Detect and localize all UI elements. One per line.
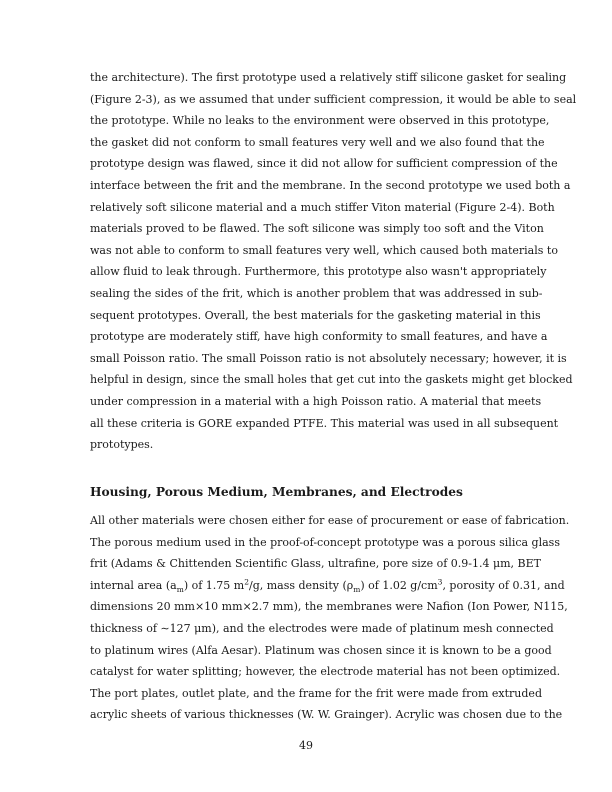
section-heading: Housing, Porous Medium, Membranes, and Electrodes [90, 485, 463, 499]
text-line: prototype are moderately stiff, have high conformity to small features, and have a [90, 330, 548, 344]
superscript: 2 [244, 577, 249, 587]
text-line: all these criteria is GORE expanded PTFE. This material was used in all subsequent [90, 416, 559, 430]
text-line: dimensions 20 mm×10 mm×2.7 mm), the membranes were Nafion (Ion Power, N115, [90, 600, 568, 614]
text-line: frit (Adams & Chittenden Scientific Glass, ultrafine, pore size of 0.9-1.4 μm, BET [90, 557, 542, 571]
superscript: 3 [437, 577, 443, 587]
text-line: allow fluid to leak through. Furthermore, this prototype also wasn't appropriately [90, 265, 547, 279]
text-line: The port plates, outlet plate, and the frame for the frit were made from extruded [90, 686, 542, 700]
text-line: the gasket did not conform to small features very well and we also found that the [90, 135, 545, 149]
text-line: prototype design was flawed, since it did not allow for sufficient compression of the [90, 157, 558, 171]
subscript: m [353, 584, 361, 594]
text-line: acrylic sheets of various thicknesses (W. W. Grainger). Acrylic was chosen due to the [90, 708, 563, 722]
text-line: internal area $(a_m)$ of 1.75 $m^2/g$, mass density $(\rho_m)$ of 1.02 $g/cm^3$, porosity of 0.31, and [90, 577, 565, 594]
text-line: the architecture). The first prototype used a relatively stiff silicone gasket for sealing [90, 71, 567, 84]
text-line: materials proved to be flawed. The soft silicone was simply too soft and the Viton [90, 222, 544, 236]
text-line: the prototype. While no leaks to the environment were observed in this prototype, [90, 114, 550, 128]
paragraph-gasket-materials [90, 67, 577, 456]
text-line: to platinum wires (Alfa Aesar). Platinum was chosen since it is known to be a good [90, 643, 552, 657]
page-number: 49 [299, 739, 313, 752]
text-line: prototypes. [90, 438, 154, 452]
text-line: (Figure 2-3), as we assumed that under sufficient compression, it would be able to seal [90, 92, 577, 106]
text-line: sealing the sides of the frit, which is another problem that was addressed in sub- [90, 286, 543, 300]
text-line: helpful in design, since the small holes that get cut into the gaskets might get blocked [90, 373, 573, 387]
text-line: interface between the frit and the membrane. In the second prototype we used both a [90, 178, 571, 192]
text-line: small Poisson ratio. The small Poisson ratio is not absolutely necessary; however, it is [90, 351, 567, 365]
text-line: under compression in a material with a high Poisson ratio. A material that meets [90, 394, 542, 408]
paragraph-materials [90, 510, 570, 726]
text-line: The porous medium used in the proof-of-concept prototype was a porous silica glass [90, 535, 560, 549]
subscript: m [176, 584, 184, 594]
text-line: relatively soft silicone material and a much stiffer Viton material (Figure 2-4). Both [90, 200, 555, 214]
text-line: thickness of ∼127 μm), and the electrodes were made of platinum mesh connected [90, 621, 554, 635]
text-line: catalyst for water splitting; however, the electrode material has not been optimized. [90, 665, 561, 679]
text-line: was not able to conform to small features very well, which caused both materials to [90, 243, 558, 257]
text-line: sequent prototypes. Overall, the best materials for the gasketing material in this [90, 308, 541, 322]
text-line: All other materials were chosen either for ease of procurement or ease of fabrication. [90, 514, 570, 527]
